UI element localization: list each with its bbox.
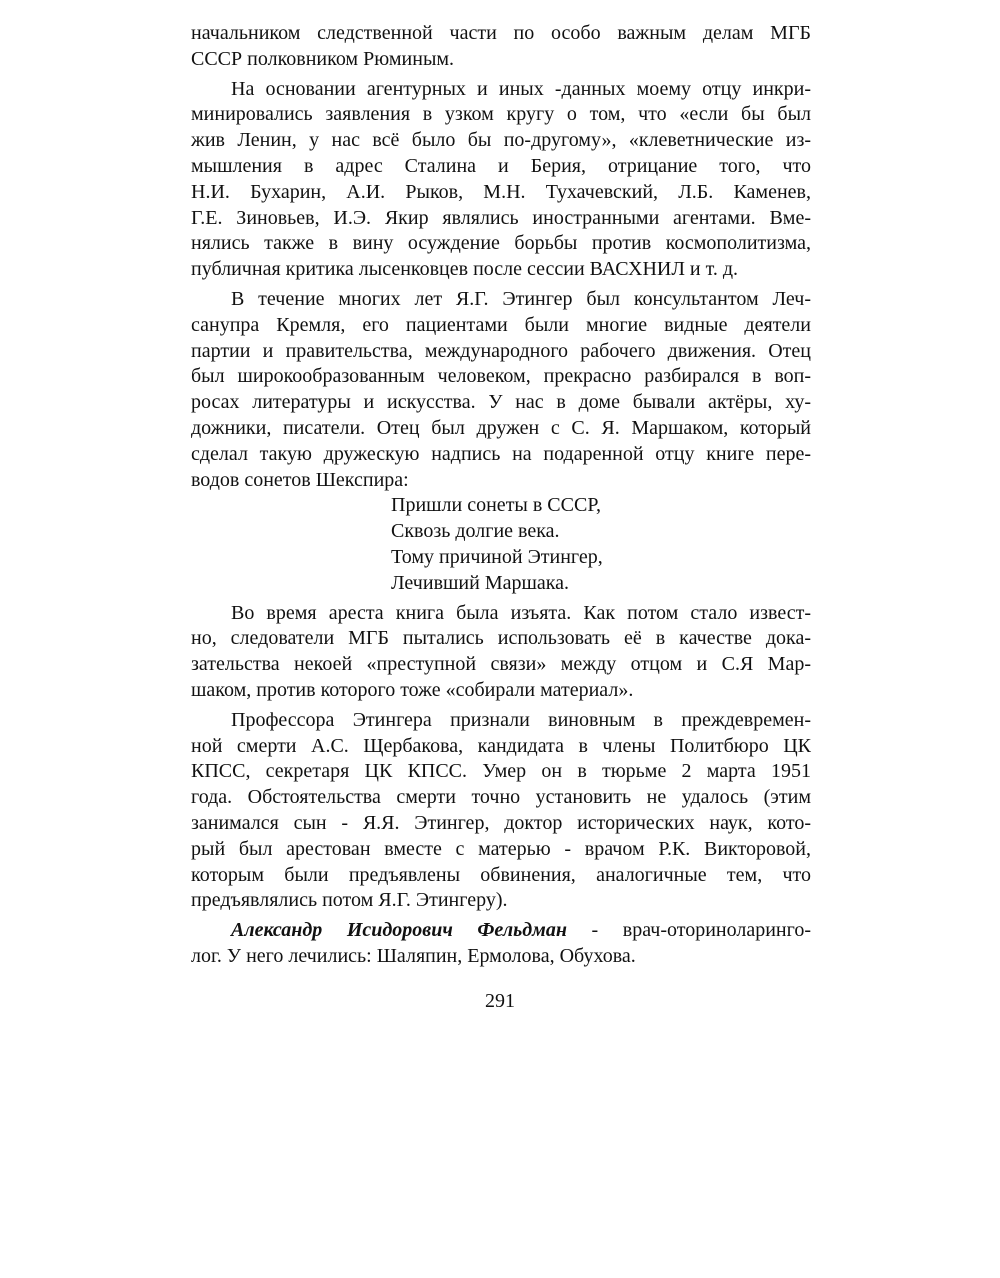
paragraph-4 — [191, 601, 811, 704]
text-line — [191, 918, 811, 944]
text-line: Во время ареста книга была изъята. Как потом стало извест- — [231, 601, 811, 624]
text-line: года. Обстоятельства смерти точно установить не удалось (этим — [191, 786, 811, 809]
text-line: рый был арестован вместе с матерью - врачом Р.К. Викторовой, — [191, 837, 811, 860]
text-line: дожники, писатели. Отец был дружен с С. Я. Маршаком, который — [191, 416, 811, 439]
text-line: лог. У него лечились: Шаляпин, Ермолова, Обухова. — [191, 944, 636, 967]
text-line: КПСС, секретаря ЦК КПСС. Умер он в тюрьме 2 марта 1951 — [191, 760, 811, 783]
text-line: сделал такую дружескую надпись на подаренной отцу книге пере- — [191, 442, 811, 465]
text-line: был широкообразованным человеком, прекрасно разбирался в воп- — [191, 365, 811, 388]
text-line: ной смерти А.С. Щербакова, кандидата в члены Политбюро ЦК — [191, 734, 811, 757]
text-line: мышления в адрес Сталина и Берия, отрицание того, что — [191, 154, 811, 177]
text-line: минировались заявления в узком кругу о том, что «если бы был — [191, 103, 811, 126]
text-line: росах литературы и искусства. У нас в доме бывали актёры, ху- — [191, 391, 811, 414]
page-number: 291 — [485, 990, 515, 1012]
poem-quote — [391, 493, 811, 596]
text-line: Н.И. Бухарин, А.И. Рыков, М.Н. Тухачевский, Л.Б. Каменев, — [191, 180, 811, 203]
person-name: Александр Исидорович Фельдман — [231, 919, 567, 942]
text-line: но, следователи МГБ пытались использовать её в качестве дока- — [191, 627, 811, 650]
text-line: санупра Кремля, его пациентами были многие видные деятели — [191, 313, 811, 336]
paragraph-5 — [191, 708, 811, 914]
text-line: СССР полковником Рюминым. — [191, 47, 455, 70]
text-line: шаком, против которого тоже «собирали материал». — [191, 678, 634, 701]
text-line: нялись также в вину осуждение борьбы против космополитизма, — [191, 232, 811, 255]
poem-line: Лечивший Маршака. — [391, 571, 570, 594]
text-line: занимался сын - Я.Я. Этингер, доктор исторических наук, кото- — [191, 811, 811, 834]
poem-line: Тому причиной Этингер, — [391, 545, 603, 568]
text-line: Профессора Этингера признали виновным в преждевремен- — [231, 708, 811, 731]
text-line: предъявлялись потом Я.Г. Этингеру). — [191, 889, 508, 912]
text-fragment: - врач-оториноларинго- — [566, 919, 811, 942]
text-line: начальником следственной части по особо важным делам МГБ — [191, 22, 811, 44]
poem-line: Пришли сонеты в СССР, — [391, 494, 601, 517]
poem-line: Сквозь долгие века. — [391, 520, 560, 543]
paragraph-3 — [191, 287, 811, 493]
paragraph-2 — [191, 77, 811, 283]
text-line: зательства некоей «преступной связи» между отцом и С.Я Мар- — [191, 653, 811, 676]
text-line: которым были предъявлены обвинения, аналогичные тем, что — [191, 863, 811, 886]
text-line: водов сонетов Шекспира: — [191, 468, 409, 491]
text-line: В течение многих лет Я.Г. Этингер был консультантом Леч- — [231, 287, 811, 310]
document-page — [191, 21, 811, 970]
text-line: жив Ленин, у нас всё было бы по-другому», «клеветнические из- — [191, 129, 811, 152]
text-line: публичная критика лысенковцев после сессии ВАСХНИЛ и т. д. — [191, 258, 739, 281]
text-line: партии и правительства, международного рабочего движения. Отец — [191, 339, 811, 362]
paragraph-6 — [191, 918, 811, 970]
paragraph-1 — [191, 21, 811, 73]
text-line: На основании агентурных и иных -данных моему отцу инкри- — [231, 77, 811, 100]
text-line: Г.Е. Зиновьев, И.Э. Якир являлись иностранными агентами. Вме- — [191, 206, 811, 229]
